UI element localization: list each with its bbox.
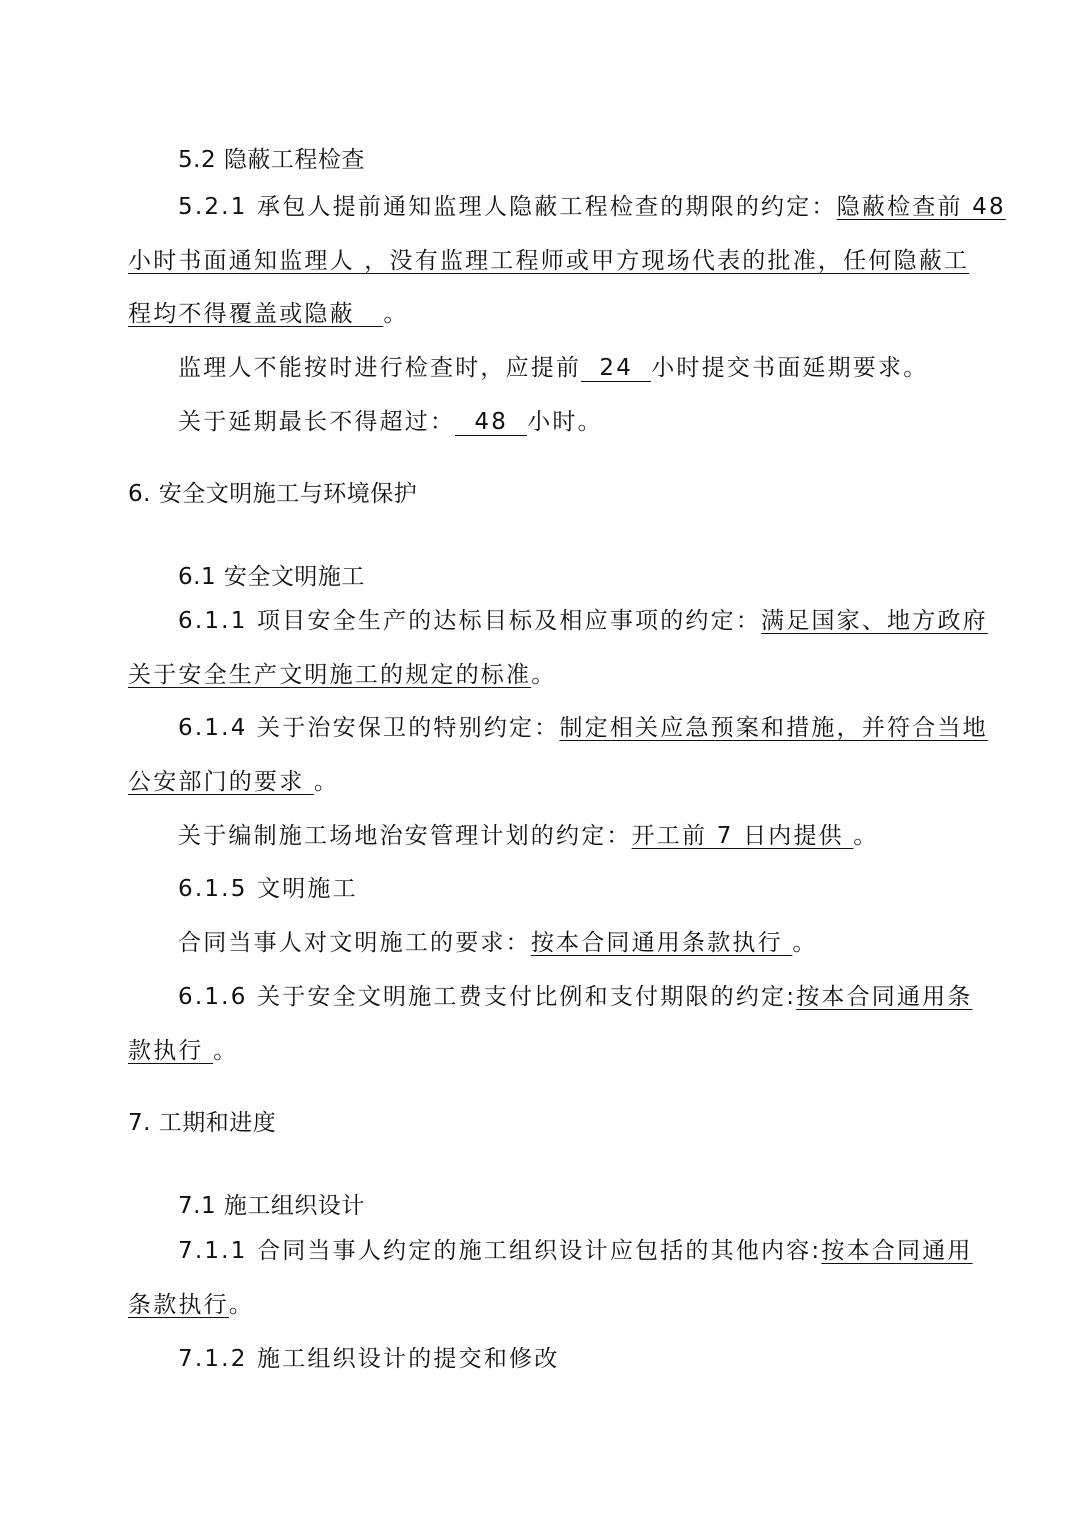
section-6-1-heading bbox=[178, 561, 365, 593]
section-6-title: 6. 安全文明施工与环境保护 bbox=[128, 481, 418, 507]
max-delay-label: 关于延期最长不得超过： bbox=[178, 409, 456, 435]
clause-7-1-2-heading bbox=[178, 1343, 559, 1375]
clause-5-2-1-value-1: 隐蔽检查前 48 bbox=[836, 194, 1006, 220]
clause-7-1-1-value-1: 按本合同通用 bbox=[821, 1238, 973, 1264]
clause-7-1-1-line-1 bbox=[178, 1235, 973, 1267]
clause-5-2-1-delay-request bbox=[178, 352, 928, 384]
blank-fill bbox=[844, 823, 854, 849]
clause-6-1-4-value-2: 公安部门的要求 bbox=[128, 769, 305, 795]
security-plan-line bbox=[178, 820, 879, 852]
delay-request-label: 监理人不能按时进行检查时，应提前 bbox=[178, 355, 582, 381]
section-5-2-title: 5.2 隐蔽工程检查 bbox=[178, 147, 365, 173]
blank-fill bbox=[355, 301, 384, 327]
clause-7-1-1-line-2 bbox=[128, 1289, 254, 1321]
clause-6-1-4-label: 6.1.4 关于治安保卫的特别约定： bbox=[178, 715, 560, 741]
clause-6-1-6-value-1: 按本合同通用条 bbox=[796, 984, 973, 1010]
clause-7-1-1-label: 7.1.1 合同当事人约定的施工组织设计应包括的其他内容: bbox=[178, 1238, 822, 1264]
clause-7-1-2-title: 7.1.2 施工组织设计的提交和修改 bbox=[178, 1346, 560, 1372]
clause-6-1-1-line-1 bbox=[178, 605, 988, 637]
max-delay-end: 小时。 bbox=[527, 409, 603, 435]
blank-fill bbox=[204, 1038, 214, 1064]
clause-5-2-1-max-delay bbox=[178, 406, 603, 438]
clause-5-2-1-line-2 bbox=[128, 245, 969, 277]
clause-6-1-6-label: 6.1.6 关于安全文明施工费支付比例和支付期限的约定: bbox=[178, 984, 797, 1010]
clause-6-1-5-title: 6.1.5 文明施工 bbox=[178, 876, 358, 902]
clause-6-1-1-line-2 bbox=[128, 659, 556, 691]
section-7-1-heading bbox=[178, 1190, 365, 1222]
clause-5-2-1-value-2: 小时书面通知监理人 ，没有监理工程师或甲方现场代表的批准，任何隐蔽工 bbox=[128, 248, 970, 274]
section-7-title: 7. 工期和进度 bbox=[128, 1110, 277, 1136]
max-delay-hours: 48 bbox=[455, 409, 527, 436]
clause-6-1-6-value-2: 款执行 bbox=[128, 1038, 204, 1064]
civilized-construction-label: 合同当事人对文明施工的要求： bbox=[178, 930, 531, 956]
clause-6-1-6-line-2 bbox=[128, 1035, 238, 1067]
section-5-2-heading bbox=[178, 144, 365, 176]
clause-5-2-1-line-1 bbox=[178, 191, 1006, 223]
section-6-1-title: 6.1 安全文明施工 bbox=[178, 564, 365, 590]
clause-6-1-1-value-2: 关于安全生产文明施工的规定的标准 bbox=[128, 662, 532, 688]
blank-fill bbox=[304, 769, 314, 795]
period: 。 bbox=[853, 823, 879, 849]
clause-5-2-1-line-3 bbox=[128, 298, 409, 330]
clause-6-1-4-line-2 bbox=[128, 766, 339, 798]
period: 。 bbox=[313, 769, 340, 795]
civilized-construction-value: 按本合同通用条款执行 bbox=[530, 930, 783, 956]
clause-6-1-5-heading bbox=[178, 873, 358, 905]
clause-5-2-1-label: 5.2.1 承包人提前通知监理人隐蔽工程检查的期限的约定： bbox=[178, 194, 837, 220]
period: 。 bbox=[213, 1038, 239, 1064]
clause-5-2-1-value-3: 程均不得覆盖或隐蔽 bbox=[128, 301, 355, 327]
security-plan-label: 关于编制施工场地治安管理计划的约定： bbox=[178, 823, 632, 849]
period: 。 bbox=[531, 662, 557, 688]
civilized-construction-line bbox=[178, 927, 818, 959]
period: 。 bbox=[228, 1292, 255, 1318]
period: 。 bbox=[792, 930, 818, 956]
clause-6-1-4-line-1 bbox=[178, 712, 988, 744]
delay-request-end: 小时提交书面延期要求。 bbox=[651, 355, 929, 381]
clause-6-1-4-value-1: 制定相关应急预案和措施，并符合当地 bbox=[559, 715, 988, 741]
section-7-heading bbox=[128, 1107, 276, 1139]
clause-6-1-6-line-1 bbox=[178, 981, 973, 1013]
section-6-heading bbox=[128, 478, 417, 510]
blank-fill bbox=[783, 930, 793, 956]
clause-7-1-1-value-2: 条款执行 bbox=[128, 1292, 229, 1318]
period: 。 bbox=[383, 301, 409, 327]
clause-6-1-1-label: 6.1.1 项目安全生产的达标目标及相应事项的约定： bbox=[178, 608, 762, 634]
delay-request-hours: 24 bbox=[581, 355, 651, 382]
clause-6-1-1-value-1: 满足国家、地方政府 bbox=[761, 608, 988, 634]
section-7-1-title: 7.1 施工组织设计 bbox=[178, 1193, 365, 1219]
security-plan-value: 开工前 7 日内提供 bbox=[631, 823, 844, 849]
